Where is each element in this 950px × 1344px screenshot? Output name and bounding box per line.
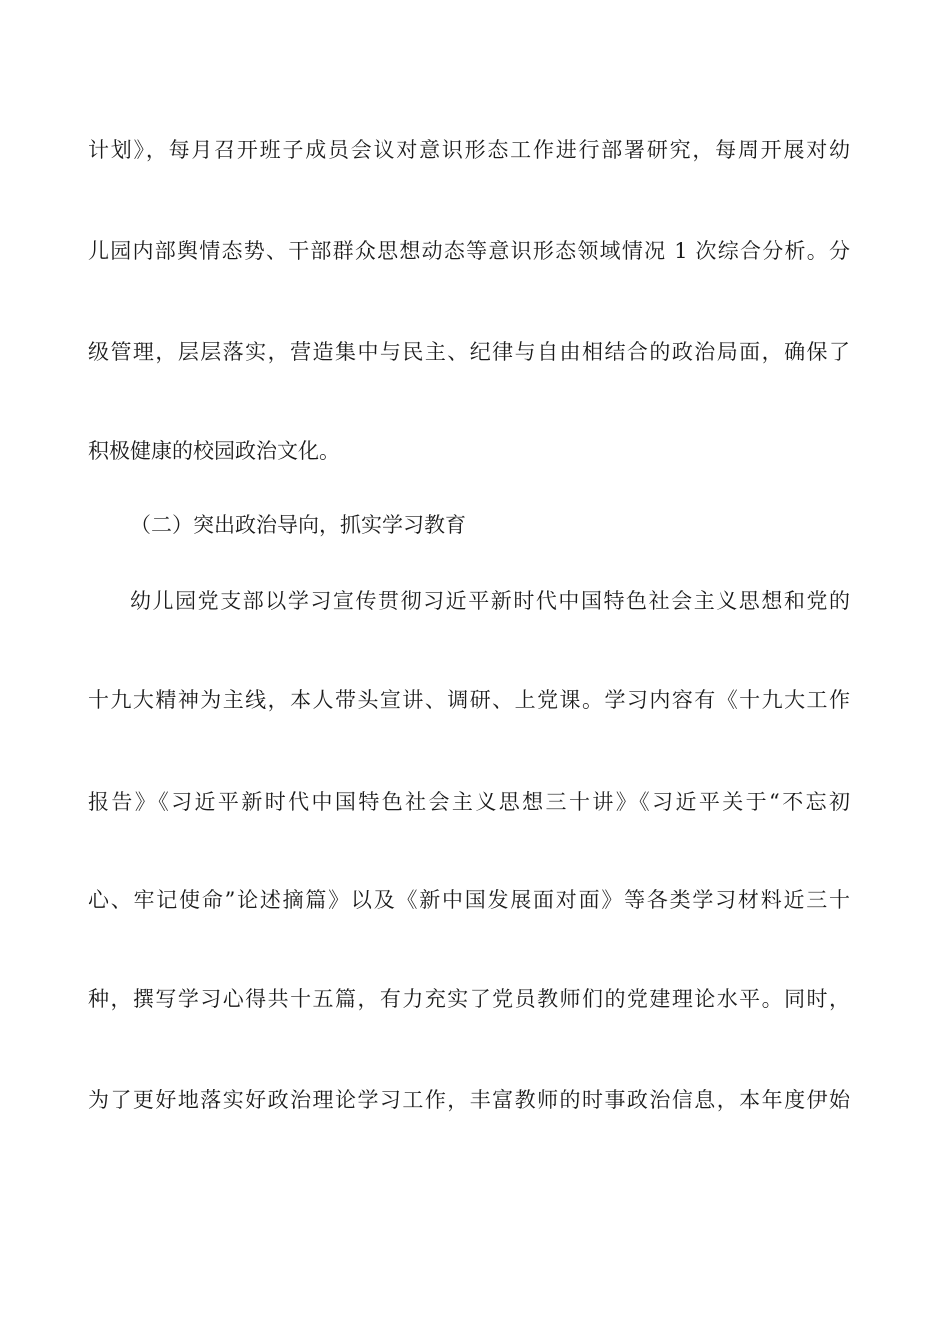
section-heading: （二）突出政治导向，抓实学习教育	[130, 513, 466, 537]
paragraph-line: 计划》，每月召开班子成员会议对意识形态工作进行部署研究，每周开展对幼	[88, 138, 850, 162]
paragraph-line: 积极健康的校园政治文化。	[88, 439, 340, 463]
paragraph-line: 儿园内部舆情态势、干部群众思想动态等意识形态领域情况 1 次综合分析。分	[88, 239, 850, 263]
paragraph-line: 级管理，层层落实，营造集中与民主、纪律与自由相结合的政治局面，确保了	[88, 340, 850, 364]
paragraph-line: 为了更好地落实好政治理论学习工作，丰富教师的时事政治信息，本年度伊始	[88, 1088, 850, 1112]
paragraph-line: 心、牢记使命”论述摘篇》以及《新中国发展面对面》等各类学习材料近三十	[88, 888, 850, 912]
paragraph-line: 十九大精神为主线，本人带头宣讲、调研、上党课。学习内容有《十九大工作	[88, 688, 850, 712]
paragraph-line: 种，撰写学习心得共十五篇，有力充实了党员教师们的党建理论水平。同时，	[88, 987, 850, 1011]
paragraph-line: 报告》《习近平新时代中国特色社会主义思想三十讲》《习近平关于“不忘初	[88, 790, 850, 814]
paragraph-line: 幼儿园党支部以学习宣传贯彻习近平新时代中国特色社会主义思想和党的	[130, 589, 850, 613]
